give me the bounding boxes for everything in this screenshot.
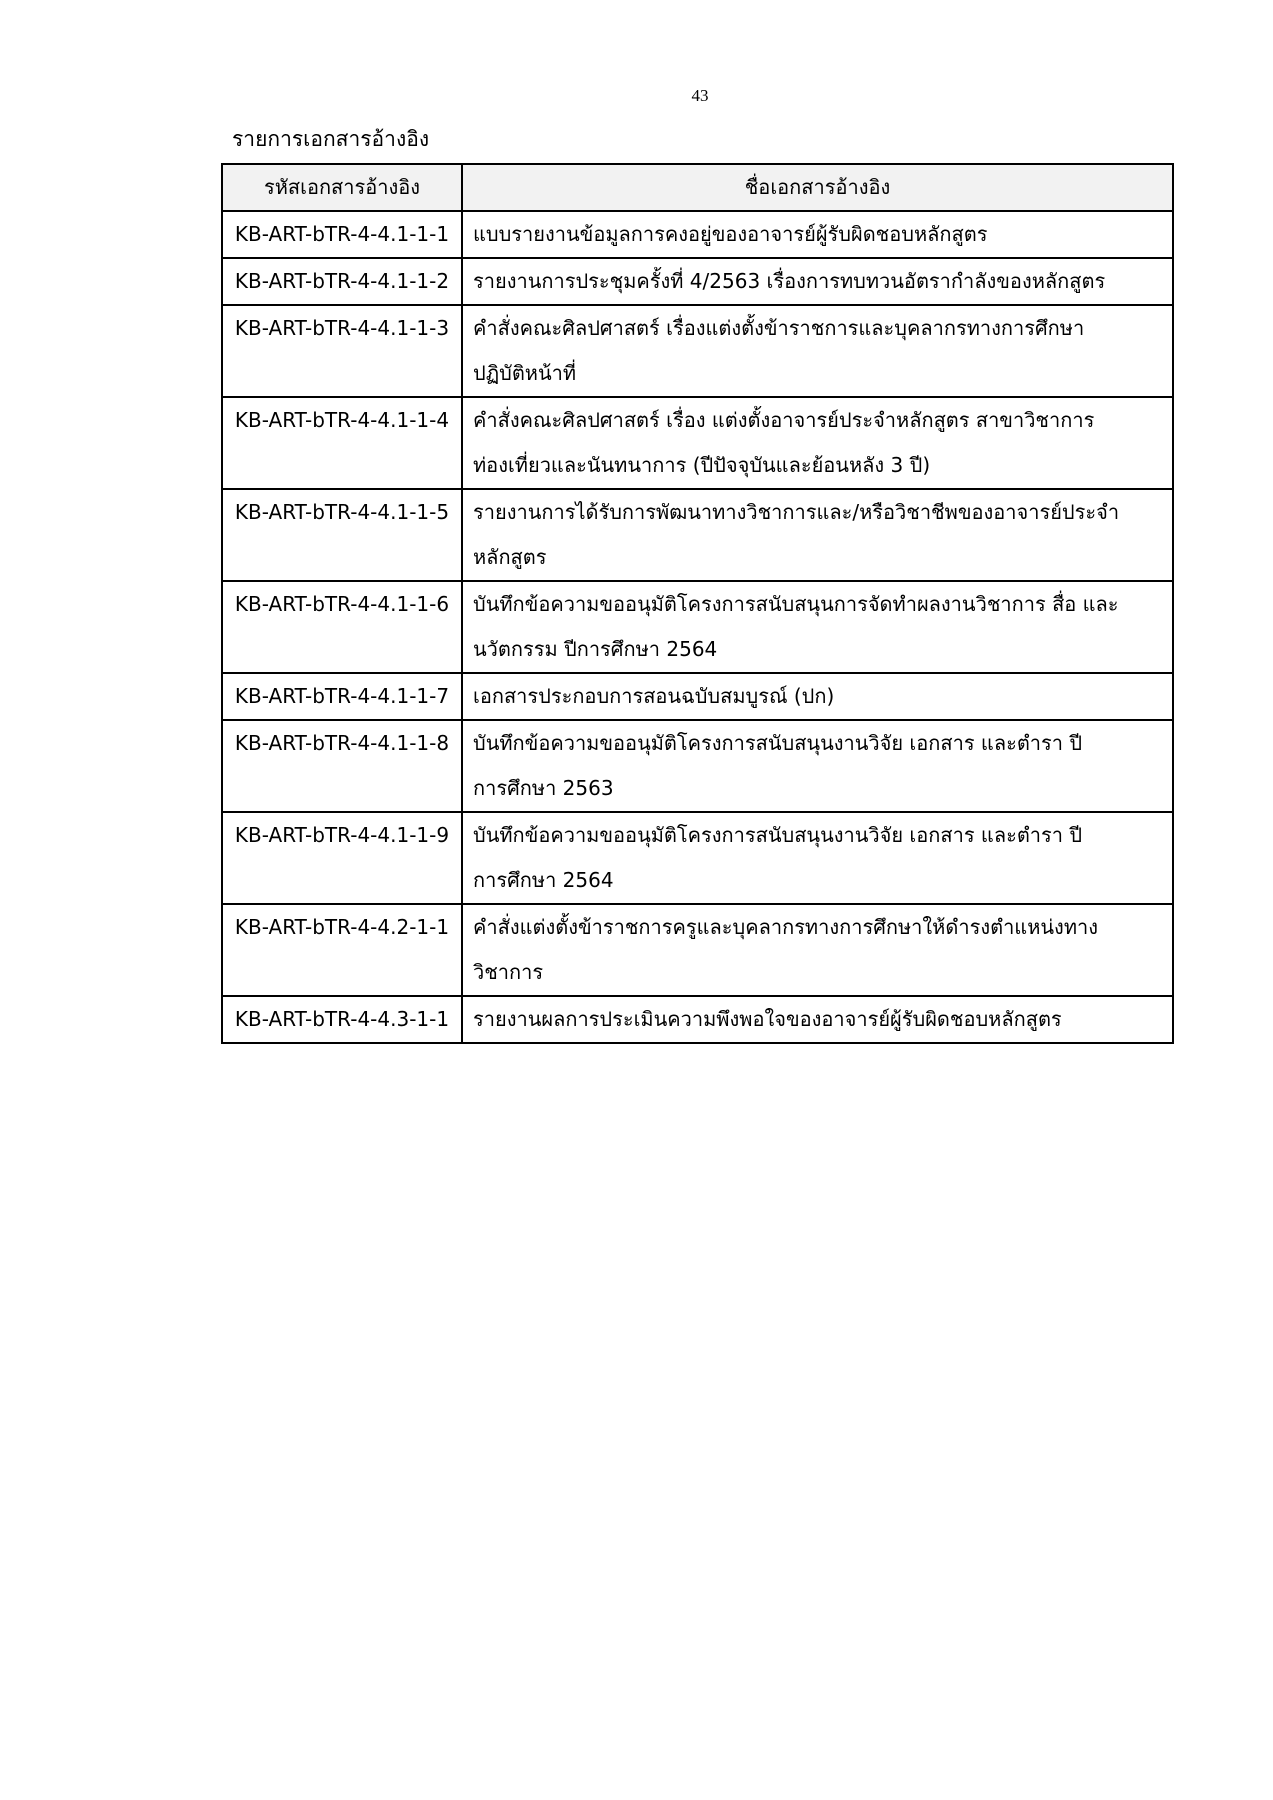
document-name: บันทึกข้อความขออนุมัติโครงการสนับสนุนงานวิจัย เอกสาร และตำรา ปี การศึกษา 2564 bbox=[462, 812, 1173, 904]
document-name: คำสั่งแต่งตั้งข้าราชการครูและบุคลากรทางการศึกษาให้ดำรงตำแหน่งทาง วิชาการ bbox=[462, 904, 1173, 996]
table-row bbox=[222, 397, 1173, 489]
document-name: บันทึกข้อความขออนุมัติโครงการสนับสนุนการจัดทำผลงานวิชาการ สื่อ และ นวัตกรรม ปีการศึกษา 2564 bbox=[462, 581, 1173, 673]
document-code: KB-ART-bTR-4-4.1-1-7 bbox=[222, 673, 462, 720]
document-code: KB-ART-bTR-4-4.1-1-2 bbox=[222, 258, 462, 305]
table-header-row bbox=[222, 164, 1173, 211]
table-row bbox=[222, 581, 1173, 673]
table-row bbox=[222, 812, 1173, 904]
table-row bbox=[222, 258, 1173, 305]
document-code: KB-ART-bTR-4-4.1-1-3 bbox=[222, 305, 462, 397]
table-row bbox=[222, 904, 1173, 996]
page-number: 43 bbox=[691, 86, 709, 105]
table-row bbox=[222, 996, 1173, 1043]
document-name: เอกสารประกอบการสอนฉบับสมบูรณ์ (ปก) bbox=[462, 673, 1173, 720]
document-code: KB-ART-bTR-4-4.3-1-1 bbox=[222, 996, 462, 1043]
document-name: คำสั่งคณะศิลปศาสตร์ เรื่อง แต่งตั้งอาจารย์ประจำหลักสูตร สาขาวิชาการ ท่องเที่ยวและนันทนาการ (ปีปัจจุบันและย้อนหลัง 3 ปี) bbox=[462, 397, 1173, 489]
document-code: KB-ART-bTR-4-4.1-1-4 bbox=[222, 397, 462, 489]
document-code: KB-ART-bTR-4-4.1-1-1 bbox=[222, 211, 462, 258]
document-name: รายงานการประชุมครั้งที่ 4/2563 เรื่องการทบทวนอัตรากำลังของหลักสูตร bbox=[462, 258, 1173, 305]
document-name: คำสั่งคณะศิลปศาสตร์ เรื่องแต่งตั้งข้าราชการและบุคลากรทางการศึกษา ปฏิบัติหน้าที่ bbox=[462, 305, 1173, 397]
document-name: รายงานการได้รับการพัฒนาทางวิชาการและ/หรือวิชาชีพของอาจารย์ประจำ หลักสูตร bbox=[462, 489, 1173, 581]
document-code: KB-ART-bTR-4-4.1-1-9 bbox=[222, 812, 462, 904]
header-name: ชื่อเอกสารอ้างอิง bbox=[462, 164, 1173, 211]
document-code: KB-ART-bTR-4-4.1-1-5 bbox=[222, 489, 462, 581]
table-row bbox=[222, 305, 1173, 397]
document-name: แบบรายงานข้อมูลการคงอยู่ของอาจารย์ผู้รับผิดชอบหลักสูตร bbox=[462, 211, 1173, 258]
table-row bbox=[222, 211, 1173, 258]
section-heading: รายการเอกสารอ้างอิง bbox=[232, 127, 430, 151]
table-row bbox=[222, 489, 1173, 581]
document-code: KB-ART-bTR-4-4.1-1-6 bbox=[222, 581, 462, 673]
document-name: รายงานผลการประเมินความพึงพอใจของอาจารย์ผู้รับผิดชอบหลักสูตร bbox=[462, 996, 1173, 1043]
reference-documents-table bbox=[221, 163, 1174, 1044]
table-row bbox=[222, 673, 1173, 720]
table-row bbox=[222, 720, 1173, 812]
document-code: KB-ART-bTR-4-4.1-1-8 bbox=[222, 720, 462, 812]
document-code: KB-ART-bTR-4-4.2-1-1 bbox=[222, 904, 462, 996]
header-code: รหัสเอกสารอ้างอิง bbox=[222, 164, 462, 211]
document-name: บันทึกข้อความขออนุมัติโครงการสนับสนุนงานวิจัย เอกสาร และตำรา ปี การศึกษา 2563 bbox=[462, 720, 1173, 812]
